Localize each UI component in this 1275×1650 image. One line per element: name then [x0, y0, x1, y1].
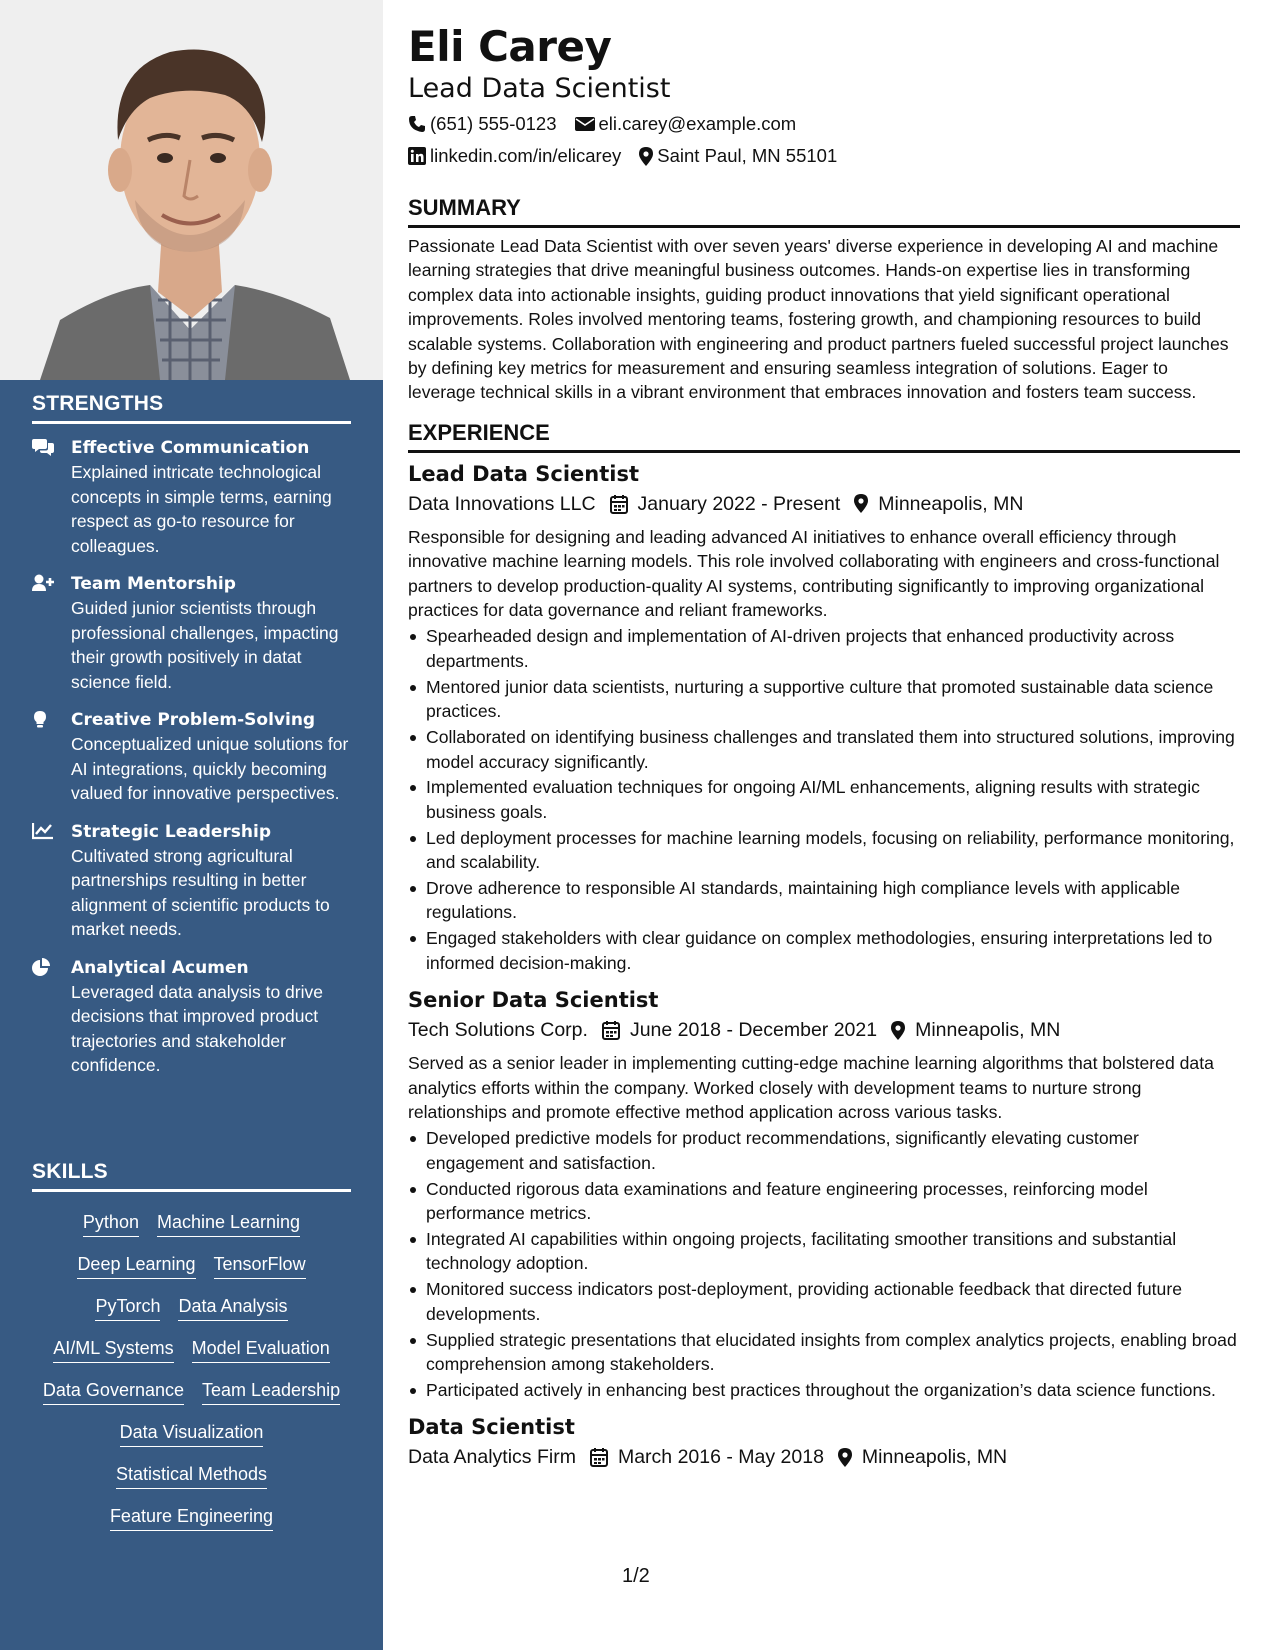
job-dates: January 2022 - Present [637, 492, 841, 515]
job-location: Minneapolis, MN [915, 1019, 1061, 1042]
profile-photo [0, 0, 383, 380]
strength-description: Guided junior scientists through professional challenges, impacting their growth positively in datat science field. [71, 598, 339, 692]
job-title: Lead Data Scientist [408, 461, 639, 486]
page-number: 1/2 [622, 1565, 650, 1587]
envelope-icon [575, 116, 595, 132]
job-bullet: Engaged stakeholders with clear guidance on complex methodologies, ensuring interpretations led to informed decision-making. [408, 926, 1240, 975]
strength-title: Strategic Leadership [71, 821, 272, 842]
job-description: Responsible for designing and leading advanced AI initiatives to enhance overall efficiency through innovative machine learning models. This role involved collaborating with engineers and cross-functional partners to develop production-quality AI systems, contributing significantly to improving organizational practices for data governance and reliant frameworks. [408, 526, 1220, 621]
job-bullet: Supplied strategic presentations that elucidated insights from complex analytics projects, enabling broad comprehension among stakeholders. [408, 1328, 1240, 1377]
summary-section [408, 194, 1240, 405]
chart-line-icon [32, 822, 54, 840]
skills-list [32, 1204, 351, 1531]
job-company: Tech Solutions Corp. [408, 1019, 588, 1042]
main-content [408, 22, 1240, 1478]
chart-pie-icon [32, 958, 54, 976]
strength-description: Leveraged data analysis to drive decisions that improved product trajectories and stakeholder confidence. [71, 981, 323, 1075]
job-bullets [408, 1126, 1240, 1402]
linkedin-url: linkedin.com/in/elicarey [430, 145, 622, 166]
job-bullet: Conducted rigorous data examinations and feature engineering processes, reinforcing model performance metrics. [408, 1177, 1240, 1226]
linkedin-icon [408, 147, 426, 165]
job-bullets [408, 624, 1240, 975]
strength-item [32, 572, 351, 694]
phone-icon [408, 115, 426, 133]
calendar-icon [610, 494, 628, 514]
strength-item [32, 956, 351, 1078]
strength-title: Creative Problem-Solving [71, 710, 316, 730]
job-entry [408, 459, 1240, 975]
strength-item [32, 820, 351, 942]
skill-tag: TensorFlow [214, 1252, 306, 1279]
strength-description: Explained intricate technological concepts in simple terms, earning respect as go-to resource for colleagues. [71, 462, 332, 556]
job-bullet: Drove adherence to responsible AI standards, maintaining high compliance levels with applicable regulations. [408, 876, 1240, 925]
job-meta [408, 1442, 1240, 1472]
job-title: Data Scientist [408, 1415, 575, 1440]
job-dates: June 2018 - December 2021 [629, 1019, 878, 1042]
linkedin-contact[interactable] [408, 140, 621, 172]
job-bullet: Spearheaded design and implementation of AI-driven projects that enhanced productivity across departments. [408, 624, 1240, 673]
summary-text: Passionate Lead Data Scientist with over seven years' diverse experience in developing AI and machine learning strategies that drive meaningful business outcomes. Hands-on expertise lies in transforming complex data into actionable insights, guiding product innovations that yield significant operational improvements. Roles involved mentoring teams, fostering growth, and championing resources to build scalable systems. Collaboration with engineering and product partners fueled successful project launches by defining key metrics for measurement and ensuring seamless integration of solutions. Eager to leverage technical skills in a vibrant environment that embraces innovation and fosters team success. [408, 236, 1229, 403]
contact-row [408, 140, 1240, 172]
user-plus-icon [32, 574, 54, 592]
strength-description: Conceptualized unique solutions for AI integrations, quickly becoming valued for innovative perspectives. [71, 734, 349, 803]
job-bullet: Integrated AI capabilities within ongoing projects, facilitating smoother transitions and substantial technology adoption. [408, 1227, 1240, 1276]
location-contact [639, 140, 837, 172]
job-bullet: Monitored success indicators post-deployment, providing actionable feedback that directed future developments. [408, 1277, 1240, 1326]
skill-tag: Team Leadership [202, 1378, 340, 1405]
job-entry [408, 985, 1240, 1402]
job-bullet: Collaborated on identifying business challenges and translated them into structured solutions, improving model accuracy significantly. [408, 725, 1240, 774]
calendar-icon [602, 1020, 620, 1040]
email-address: eli.carey@example.com [598, 113, 797, 134]
strengths-heading: STRENGTHS [32, 392, 351, 424]
calendar-icon [590, 1447, 608, 1467]
job-location: Minneapolis, MN [861, 1446, 1008, 1469]
job-description: Served as a senior leader in implementing cutting-edge machine learning algorithms that bolstered data analytics efforts within the company. Worked closely with development teams to nurture strong relationships and promote effective method application across various tasks. [408, 1053, 1214, 1122]
experience-section [408, 419, 1240, 1473]
strength-title: Effective Communication [71, 438, 310, 458]
skill-tag: PyTorch [95, 1294, 160, 1321]
strengths-section [32, 392, 351, 1092]
phone-contact[interactable] [408, 108, 557, 140]
job-bullet: Led deployment processes for machine learning models, focusing on reliability, performance monitoring, and scalability. [408, 826, 1240, 875]
job-bullet: Developed predictive models for product recommendations, significantly elevating customer engagement and satisfaction. [408, 1126, 1240, 1175]
summary-heading: SUMMARY [408, 194, 1240, 228]
strength-item [32, 708, 351, 806]
skill-tag: Data Analysis [178, 1294, 287, 1321]
job-meta [408, 489, 1240, 519]
sidebar [0, 0, 383, 1650]
skill-tag: Data Visualization [120, 1420, 264, 1447]
job-title: Senior Data Scientist [408, 988, 659, 1013]
contact-row [408, 108, 1240, 140]
job-bullet: Implemented evaluation techniques for ongoing AI/ML enhancements, aligning results with strategic business goals. [408, 775, 1240, 824]
location-text: Saint Paul, MN 55101 [657, 145, 838, 166]
skill-tag: Deep Learning [77, 1252, 195, 1279]
skill-tag: Model Evaluation [192, 1336, 330, 1363]
strength-description: Cultivated strong agricultural partnerships resulting in better alignment of scientific products to market needs. [71, 845, 330, 939]
experience-heading: EXPERIENCE [408, 419, 1240, 453]
job-company: Data Analytics Firm [408, 1446, 576, 1469]
candidate-name: Eli Carey [408, 22, 612, 71]
job-company: Data Innovations LLC [408, 492, 596, 515]
skill-tag: Python [83, 1210, 139, 1237]
lightbulb-icon [32, 710, 54, 728]
skills-heading: SKILLS [32, 1160, 351, 1192]
job-bullet: Mentored junior data scientists, nurturing a supportive culture that promoted sustainable data science practices. [408, 675, 1240, 724]
map-marker-icon [838, 1448, 852, 1467]
strength-title: Team Mentorship [71, 574, 236, 594]
skills-section [32, 1160, 351, 1531]
job-meta [408, 1015, 1240, 1045]
job-entry [408, 1412, 1240, 1472]
map-marker-icon [854, 494, 868, 513]
job-dates: March 2016 - May 2018 [617, 1446, 824, 1469]
phone-number: (651) 555-0123 [430, 113, 557, 134]
email-contact[interactable] [575, 108, 797, 140]
job-location: Minneapolis, MN [878, 492, 1024, 515]
strength-item [32, 436, 351, 558]
map-marker-icon [639, 147, 653, 166]
job-bullet: Participated actively in enhancing best practices throughout the organization’s data science functions. [408, 1378, 1240, 1402]
skill-tag: AI/ML Systems [53, 1336, 173, 1363]
skill-tag: Data Governance [43, 1378, 184, 1405]
candidate-title: Lead Data Scientist [408, 73, 671, 104]
skill-tag: Machine Learning [157, 1210, 300, 1237]
map-marker-icon [891, 1021, 905, 1040]
skill-tag: Feature Engineering [110, 1504, 273, 1531]
skill-tag: Statistical Methods [116, 1462, 267, 1489]
comments-icon [32, 438, 54, 456]
strength-title: Analytical Acumen [71, 957, 249, 978]
